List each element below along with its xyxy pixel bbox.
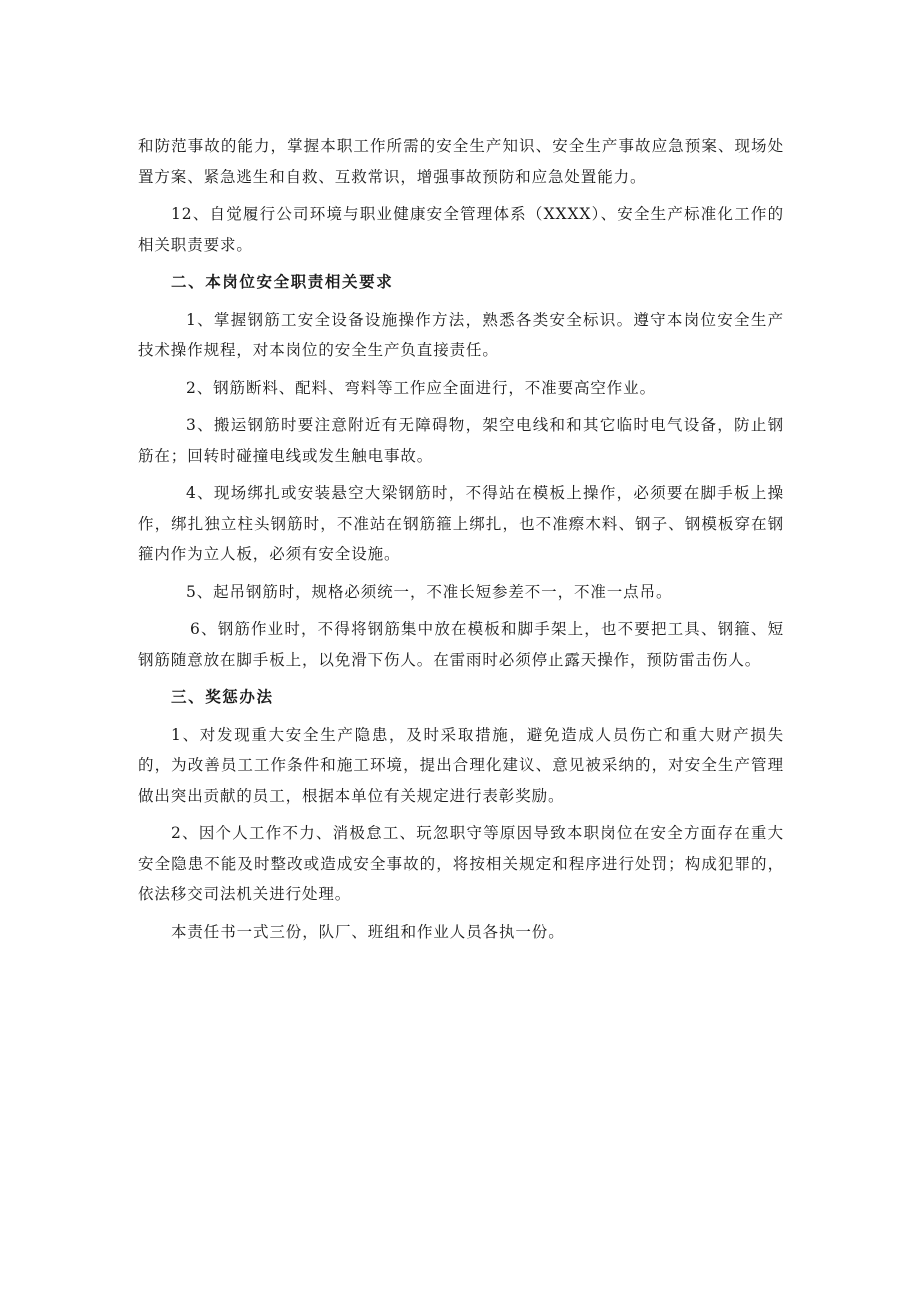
paragraph-item-5: 5、起吊钢筋时，规格必须统一，不准长短参差不一，不准一点吊。 xyxy=(186,582,673,601)
document-body xyxy=(138,131,784,954)
paragraph-continued: 和防范事故的能力，掌握本职工作所需的安全生产知识、安全生产事故应急预案、现场处置方案、紧急逃生和自救、互救常识，增强事故预防和应急处置能力。 xyxy=(138,137,784,186)
section-heading-2: 二、本岗位安全职责相关要求 xyxy=(171,272,394,291)
paragraph-item-6: 6、钢筋作业时，不得将钢筋集中放在模板和脚手架上，也不要把工具、钢箍、短钢筋随意放在脚手板上，以免滑下伤人。在雷雨时必须停止露天操作，预防雷击伤人。 xyxy=(138,620,784,669)
paragraph-penalty: 2、因个人工作不力、消极怠工、玩忽职守等原因导致本职岗位在安全方面存在重大安全隐患不能及时整改或造成安全事故的，将按相关规定和程序进行处罚；构成犯罪的，依法移交司法机关进行处理。 xyxy=(138,824,784,903)
paragraph-item-12: 12、自觉履行公司环境与职业健康安全管理体系（XXXX）、安全生产标准化工作的相关职责要求。 xyxy=(138,205,784,254)
paragraph-reward: 1、对发现重大安全生产隐患，及时采取措施，避免造成人员伤亡和重大财产损失的，为改善员工工作条件和施工环境，提出合理化建议、意见被采纳的，对安全生产管理做出突出贡献的员工，根据本单位有关规定进行表彰奖励。 xyxy=(138,725,784,805)
paragraph-item-2: 2、钢筋断料、配料、弯料等工作应全面进行，不准要高空作业。 xyxy=(186,378,656,397)
paragraph-closing: 本责任书一式三份，队厂、班组和作业人员各执一份。 xyxy=(171,922,565,941)
paragraph-item-3: 3、搬运钢筋时要注意附近有无障碍物，架空电线和和其它临时电气设备，防止钢筋在；回转时碰撞电线或发生触电事故。 xyxy=(138,416,784,465)
paragraph-item-1: 1、掌握钢筋工安全设备设施操作方法，熟悉各类安全标识。遵守本岗位安全生产技术操作规程，对本岗位的安全生产负直接责任。 xyxy=(138,310,784,359)
section-heading-3: 三、奖惩办法 xyxy=(171,687,274,706)
paragraph-item-4: 4、现场绑扎或安装悬空大梁钢筋时，不得站在模板上操作，必须要在脚手板上操作，绑扎独立柱头钢筋时，不准站在钢筋箍上绑扎，也不准瘵木料、钢子、钢模板穿在钢箍内作为立人板，必须有安全设施。 xyxy=(138,484,784,563)
